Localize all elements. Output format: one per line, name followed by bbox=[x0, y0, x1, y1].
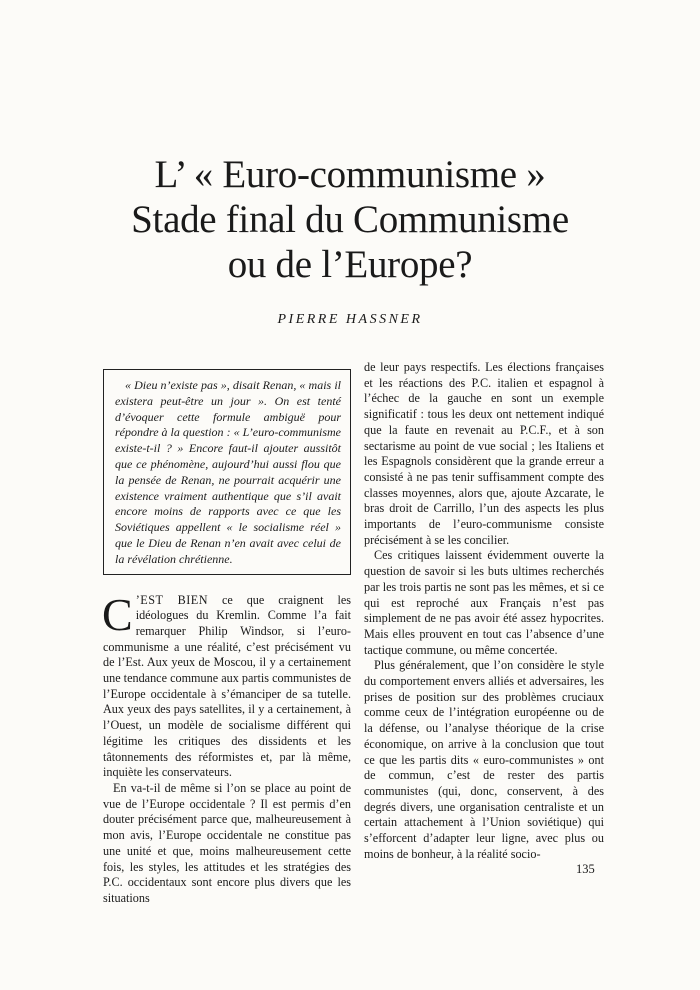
title-line-2: Stade final du Communisme bbox=[131, 198, 569, 241]
page-number: 135 bbox=[576, 862, 595, 876]
paragraph-3: de leur pays respectifs. Les élections françaises et les réactions des P.C. italien et espagnol à l’échec de la gauche en sont un exemple significatif : tous les deux ont nettement indiqué que la faute en revenait au P.C.F., et à son sectarisme au point de vue social ; les Italiens et les Espagnols considèrent que la grande erreur a consisté à ne pas tenir suffisamment compte des classes moyennes, alors que, ajoute Azcarate, le bras droit de Carrillo, l’un des aspects les plus importants de l’euro-communisme consiste précisément à se les concilier. bbox=[364, 360, 604, 547]
epigraph-text: « Dieu n’existe pas », disait Renan, « mais il existera peut-être un jour ». On est tenté d’évoquer cette formule ambiguë pour répondre à la question : « L’euro-communisme existe-t-il ? » Encore faut-il ajouter aussitôt que ce phénomène, aujourd’hui aussi flou que la pensée de Renan, ne pourrait acquérir une existence vraiment authentique que s’il avait encore moins de rapports avec ce que les Soviétiques appellent « le socialisme réel » que le Dieu de Renan n’en avait avec celui de la révélation chrétienne. bbox=[115, 378, 341, 566]
paragraph-5: Plus généralement, que l’on considère le style du comportement envers alliés et adversaires, les prises de position sur des problèmes cruciaux comme ceux de l’intégration européenne ou de la défense, ou l’analyse théorique de la crise économique, on arrive à la conclusion que tout ce que les partis dits « euro-communistes » ont de commun, c’est de rester des partis communistes (qui, donc, conservent, à des degrés divers, une organisation centraliste et un certain attachement à l’Union soviétique) qui s’efforcent d’adapter leur ligne, avec plus ou moins de bonheur, à la réalité socio- bbox=[364, 658, 604, 861]
paragraph-2: En va-t-il de même si l’on se place au point de vue de l’Europe occidentale ? Il est permis d’en douter précisément parce que, malheureusement à mon avis, l’Europe occidentale ne constitue pas une unité et que, moins malheureusement cette fois, les styles, les attitudes et les stratégies des P.C. occidentaux sont encore plus divers que les situations bbox=[103, 781, 351, 905]
right-column bbox=[364, 360, 604, 863]
left-column bbox=[103, 360, 351, 907]
author-name: PIERRE HASSNER bbox=[277, 312, 423, 327]
paragraph-4: Ces critiques laissent évidemment ouverte la question de savoir si les buts ultimes recherchés par les trois partis ne sont pas les mêmes, et si ce qui est reproché aux Français n’est pas simplement de ne pas avoir été assez hypocrites. Mais elles prouvent en tout cas l’absence d’une tactique commune, ou même concertée. bbox=[364, 548, 604, 657]
title-line-1: L’ « Euro-communisme » bbox=[154, 153, 546, 196]
opening-smallcaps: ’EST BIEN bbox=[135, 592, 209, 607]
drop-cap: C bbox=[102, 588, 133, 640]
article-title bbox=[0, 152, 700, 287]
title-line-3: ou de l’Europe? bbox=[227, 243, 473, 286]
paragraph-1 bbox=[102, 588, 351, 781]
epigraph-box bbox=[103, 369, 351, 575]
paragraph-1-text: ce que craignent les idéologues du Kremlin. Comme l’a fait remarquer Philip Windsor, si l’euro-communisme a une réalité, c’est précisément vu de l’Est. Aux yeux de Moscou, il y a certainement une tendance commune aux partis communistes de l’Europe occidentale à s’émanciper de sa tutelle. Aux yeux des pays satellites, il y a certainement, à l’Ouest, un modèle de socialisme différent qui légitime les critiques des dissidents et les tâtonnements des réformistes et, par là même, inquiète les conservateurs. bbox=[103, 592, 351, 780]
